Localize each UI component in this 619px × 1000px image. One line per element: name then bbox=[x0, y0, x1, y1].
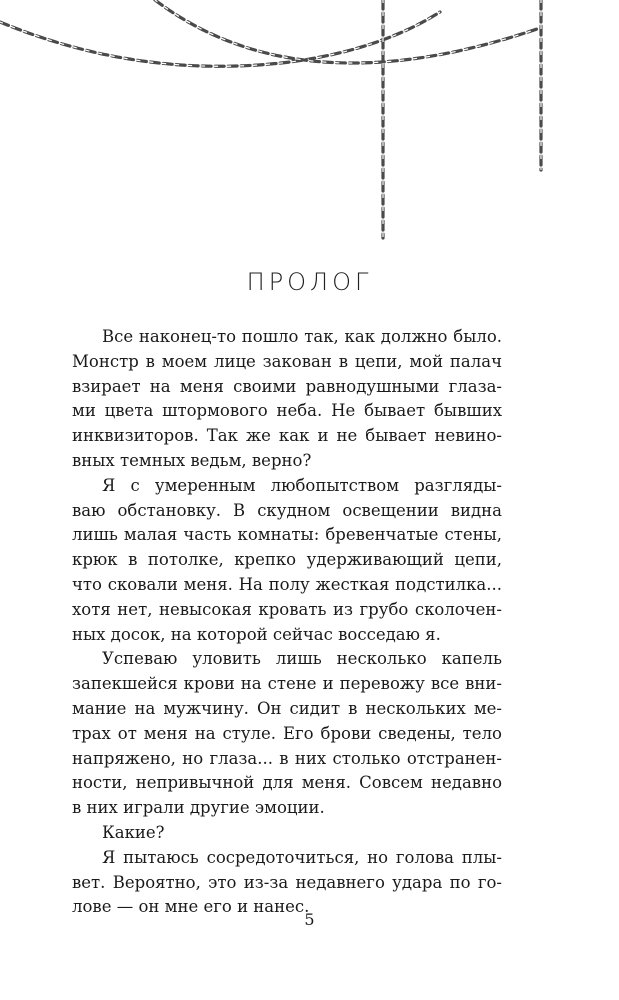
page-number: 5 bbox=[304, 910, 315, 929]
text-line: вет. Вероятно, это из-за недавнего удара по го- bbox=[72, 872, 502, 892]
text-line: в них играли другие эмоции. bbox=[72, 798, 325, 818]
text-line: Монстр в моем лице закован в цепи, мой палач bbox=[72, 351, 502, 371]
text-line: инквизиторов. Так же как и не бывает невино- bbox=[72, 426, 502, 446]
body-text bbox=[72, 325, 502, 920]
text-line: Я с умеренным любопытством разгляды- bbox=[102, 475, 502, 495]
text-line: что сковали меня. На полу жесткая подстилка... bbox=[72, 574, 502, 594]
text-line: ваю обстановку. В скудном освещении видна bbox=[72, 500, 502, 520]
text-line: Я пытаюсь сосредоточиться, но голова плы- bbox=[102, 847, 502, 867]
text-line: запекшейся крови на стене и перевожу все вни- bbox=[72, 674, 502, 694]
text-line: вных темных ведьм, верно? bbox=[72, 450, 312, 470]
text-line: крюк в потолке, крепко удерживающий цепи, bbox=[72, 550, 502, 570]
text-line: напряжено, но глаза... в них столько отстранен- bbox=[72, 748, 502, 768]
text-line: Успеваю уловить лишь несколько капель bbox=[102, 649, 502, 669]
text-line: ми цвета штормового неба. Не бывает бывших bbox=[72, 401, 502, 421]
chapter-title: ПРОЛОГ bbox=[246, 268, 373, 296]
text-line: трах от меня на стуле. Его брови сведены, тело bbox=[72, 723, 502, 743]
text-line: Все наконец-то пошло так, как должно было. bbox=[102, 327, 502, 346]
text-line: хотя нет, невысокая кровать из грубо сколочен- bbox=[72, 599, 502, 619]
text-line: мание на мужчину. Он сидит в нескольких ме- bbox=[72, 698, 502, 718]
text-line: лове — он мне его и нанес. bbox=[72, 897, 310, 917]
text-line: взирает на меня своими равнодушными глаза- bbox=[72, 376, 502, 396]
text-line: лишь малая часть комнаты: бревенчатые стены, bbox=[72, 525, 502, 545]
text-line: Какие? bbox=[102, 822, 165, 842]
text-line: ности, непривычной для меня. Совсем недавно bbox=[72, 773, 502, 793]
text-line: ных досок, на которой сейчас восседаю я. bbox=[72, 624, 441, 644]
chains-illustration bbox=[0, 0, 619, 250]
